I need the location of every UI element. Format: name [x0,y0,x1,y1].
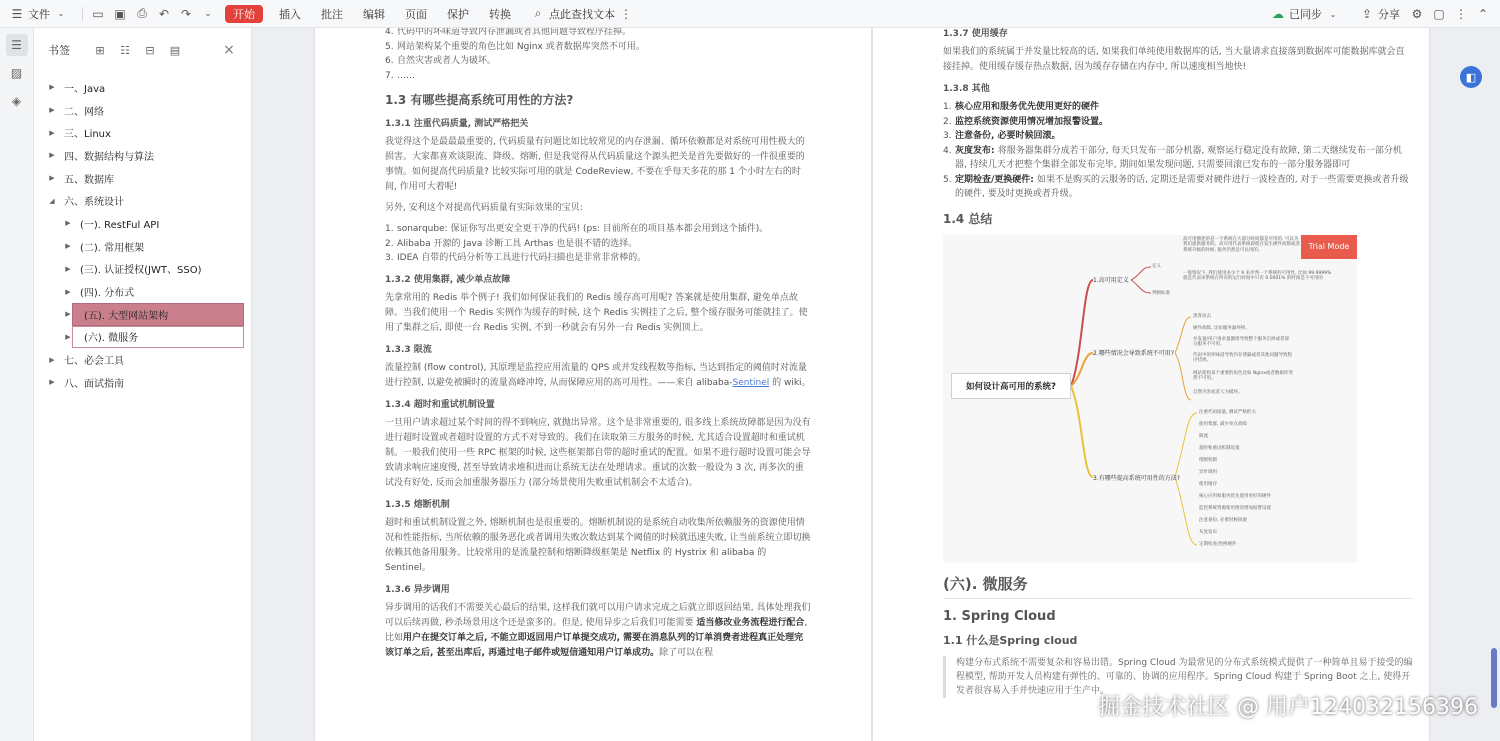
list-item: 1. sonarqube: 保证你写出更安全更干净的代码! (ps: 目前所在的项目基本都会用到这个插件)。 [385,224,769,234]
tab-start[interactable]: 开始 [225,5,263,23]
mindmap-leaf: 判断标准 [1152,290,1170,296]
mindmap-leaf: 网站架构某个重要的角色比如 Nginx或者数据库突然不可用。 [1193,370,1293,381]
sentinel-link[interactable]: Sentinel [732,377,770,388]
paragraph: 先拿常用的 Redis 举个例子! 我们如何保证我们的 Redis 缓存高可用呢? 答案就是使用集群, 避免单点故障。当我们使用一个 Redis 实例作为缓存的时候, 这个 Redis 实例挂了之后, 整个缓存服务可能就挂了。使用了集群之后, 即使一台 Redis 实例, 不到一秒就会有另外一台 Redis 实例顶上。 [385,292,808,333]
paragraph: 流量控制 (flow control), 其原理是监控应用流量的 QPS 或并发线程数等指标, 当达到指定的阈值时对流量进行控制, 以避免被瞬时的流量高峰冲垮, 从而保障应用的高可用性。——来自 alibaba-Sentinel 的 wiki。 [385,362,811,388]
section-heading: 1.4 总结 [943,211,993,226]
list-item: 4. 灰度发布: 将服务器集群分成若干部分, 每天只发布一部分机器, 观察运行稳定没有故障, 第二天继续发布一部分机器, 持续几天才把整个集群全部发布完毕, 期间如果发现问题, 只需要回滚已发布的一部分服务器即可 [943,145,1402,170]
mindmap-leaf: 监控系统资源使用情况增加报警设置 [1199,505,1271,511]
mindmap-leaf: 黑客攻击 [1193,313,1211,319]
undo-icon[interactable]: ↶ [158,6,170,21]
tree-node[interactable]: ▶ 八、面试指南 [34,371,252,394]
cloud-icon: ☁ [1272,7,1284,21]
mindmap-leaf: 灰度发布 [1199,529,1217,535]
paragraph: 异步调用的话我们不需要关心最后的结果, 这样我们就可以用户请求完成之后就立即返回结果, 具体处理我们可以后续再做, 秒杀场景用这个还是蛮多的。但是, 使用异步之后我们可能需要 适当修改业务流程进行配合, 比如用户在提交订单之后, 不能立即返回用户订单提交成功, 需要在消息队列的订单消费者进程真正处理完该订单之后, 甚至出库后, 再通过电子邮件或短信通知用户订单成功。除了可以在程 [385,602,811,658]
paragraph: 我觉得这个是最最最重要的, 代码质量有问题比如比较常见的内存泄漏、循环依赖都是对系统可用性极大的损害。大家都喜欢谈限流、降级、熔断, 但是我觉得从代码质量这个源头把关是首先要做好的一件很重要的事情。如何提高代码质量? 比较实际可用的就是 CodeReview, 不要在乎每天多花的那 1 个小时左右的时间, 作用可大着呢! [385,137,805,192]
add-bookmark-icon[interactable]: ⊞ [95,43,105,57]
expand-arrow-icon[interactable]: ▶ [65,310,71,319]
mindmap-leaf: 超时和重试机制设置 [1199,445,1240,451]
chevron-down-icon: ⌄ [57,9,65,18]
subsection-heading: 1.3.1 注重代码质量, 测试严格把关 [385,119,529,129]
page-content [385,28,811,667]
tab-page[interactable]: 页面 [405,7,427,21]
mindmap-branch: 3.有哪些提高系统可用性的方法? [1093,474,1180,482]
subsection-heading: 1.3.7 使用缓存 [943,29,1008,39]
mindmap-leaf: 一般情况下, 我们使用多少个 9 来评判一个系统的可用性, 比如 99.9999% 就是代表该系统在所有的运行时间中只有 0.0001% 的时间是不可用的 [1183,270,1332,281]
paragraph: 一旦用户请求超过某个时间的得不到响应, 就抛出异常。这个是非常重要的, 很多线上系统故障都是因为没有进行超时设置或者超时设置的方式不对导致的。我们在读取第三方服务的时候, 尤其适合设置超时和重试机制。一般我们使用一些 RPC 框架的时候, 这些框架都自带的超时重试的配置。如果不进行超时设置可能会导致请求响应速度慢, 甚至导致请求堆积进而让系统无法在处理请求。重试的次数一般设为 3 次, 再多次的重试没有好处, 反而会加重服务器压力 (部分场景使用失败重试机制会不太适合)。 [385,417,811,488]
comment-icon[interactable]: ▢ [1433,7,1445,21]
subsection-heading: 1.3.2 使用集群, 减少单点故障 [385,274,511,285]
bookmark-settings-icon[interactable]: ▤ [169,43,181,57]
mindmap-leaf: 使用缓存 [1199,481,1217,487]
tree-node-selected[interactable]: ▶ (五). 大型网站架构 [34,303,252,326]
mindmap-leaf: 自然灾害或者人为破坏。 [1193,389,1243,395]
subsection-heading: 1.3.3 限流 [385,344,432,355]
tree-node[interactable]: ▶ 三、Linux [34,121,252,144]
mindmap-leaf: 使用集群, 减少单点故障 [1199,421,1247,427]
mindmap-leaf: 代码中的坏味道导致内存泄漏或者其他问题导致程序挂掉。 [1193,352,1292,363]
chevron-down-icon: ⌄ [1329,9,1337,19]
expand-arrow-icon[interactable]: ▶ [65,287,71,296]
list-item: 6. 自然灾害或者人为破坏。 [385,56,497,66]
section-heading: 1.3 有哪些提高系统可用性的方法? [385,93,574,107]
collapse-arrow-icon[interactable]: ◢ [49,196,55,205]
mindmap-root: 如何设计高可用的系统? [951,373,1071,399]
bookmark-tree [34,76,252,394]
subsection-heading: 1.3.4 超时和重试机制设置 [385,399,495,410]
tab-protect[interactable]: 保护 [447,7,469,21]
section-heading: 1. Spring Cloud [943,608,1056,624]
subsection-heading: 1.3.8 其他 [943,84,990,94]
save-icon[interactable]: ▣ [114,6,126,21]
open-folder-icon[interactable]: ▭ [92,6,104,21]
mindmap-leaf: 定期检查/更换硬件 [1199,541,1237,547]
mindmap-leaf: 异步调用 [1199,469,1217,475]
document-area[interactable] [253,28,1500,741]
page-content [943,28,1413,698]
subsection-heading: 1.3.6 异步调用 [385,584,450,595]
left-rail [0,28,34,741]
expand-arrow-icon[interactable]: ▶ [49,106,55,115]
more-icon[interactable]: ⋮ [1455,7,1467,21]
chapter-heading: (六). 微服务 [943,573,1413,599]
more-vertical-icon[interactable]: ⋮ [620,6,632,21]
mindmap-lines [943,235,1357,563]
trial-mode-badge: Trial Mode [1301,235,1357,259]
tab-comment[interactable]: 批注 [321,7,343,21]
list-item: 5. 网站架构某个重要的角色比如 Nginx 或者数据库突然不可用。 [385,41,645,52]
expand-arrow-icon[interactable]: ▶ [49,174,55,183]
expand-arrow-icon[interactable]: ▶ [49,83,55,92]
list-item: 7. …… [385,70,415,81]
search-box[interactable]: ⌕ 点此查找文本 ⋮ [521,0,643,28]
tree-node[interactable]: ▶ (二). 常用框架 [34,235,252,258]
redo-icon[interactable]: ↷ [180,6,192,21]
list-item: 1. 核心应用和服务优先使用更好的硬件 [943,102,1100,112]
mindmap-leaf: 硬件故障, 比如服务器坏掉。 [1193,325,1250,331]
menu-icon: ☰ [11,6,23,21]
mindmap-leaf: 核心应用和服务优先使用更好的硬件 [1199,493,1271,499]
list-item: 2. Alibaba 开源的 Java 诊断工具 Arthas 也是很不错的选择。 [385,238,638,249]
list-item: 4. 代码中的坏味道导致内存泄漏或者其他问题导致程序挂掉。 [385,28,632,37]
mindmap-leaf: 高可用描述的是一个系统在大部分时间都是可用的, 可以为我们提供服务的。高可用代表系统即使在发生硬件故障或者系统升级的时候, 服务仍然是可以用的。 [1183,236,1300,253]
tree-node[interactable]: ◢ 六、系统设计 [34,189,252,212]
tag-icon[interactable]: ◈ [11,94,22,108]
quote-block: 构建分布式系统不需要复杂和容易出错。Spring Cloud 为最常见的分布式系统模式提供了一种简单且易于接受的编程模型, 帮助开发人员构建有弹性的、可靠的、协调的应用程序。Spring Cloud 构建于 Spring Boot 之上, 使得开发者很容易入手并快速应用于生产中。 [943,656,1413,698]
close-icon[interactable]: × [223,42,235,58]
tree-node[interactable]: ▶ 五、数据库 [34,167,252,190]
expand-arrow-icon[interactable]: ▶ [65,332,71,341]
panel-title: 书签 [48,44,70,57]
tree-node[interactable]: ▶ 四、数据结构与算法 [34,144,252,167]
top-toolbar [0,0,1500,28]
sync-status[interactable]: ☁ 已同步 ⌄ [1261,0,1350,28]
collapse-icon[interactable]: ⌃ [1477,7,1489,21]
mindmap-branch: 1.高可用定义 [1093,276,1129,284]
list-item: 5. 定期检查/更换硬件: 如果不是购买的云服务的话, 定期还是需要对硬件进行一波检查的, 对于一些需要更换或者升级的硬件, 要及时更换或者升级。 [943,174,1409,199]
share-button[interactable]: ⇪ 分享 [1350,0,1406,28]
expand-arrow-icon[interactable]: ▶ [49,151,55,160]
bookmark-panel-icon[interactable]: ☰ [6,34,28,56]
collapse-all-icon[interactable]: ⊟ [145,43,155,57]
watermark: 掘金技术社区 @ 用户124032156396 [1098,695,1478,720]
document-page-right [873,28,1429,741]
mindmap-leaf: 注意备份, 必要时候回滚 [1199,517,1247,523]
panel-header [34,28,251,72]
subsection-heading: 1.3.5 熔断机制 [385,499,450,510]
divider [82,7,83,21]
expand-arrow-icon[interactable]: ▶ [49,378,55,387]
mindmap-branch: 2.哪些情况会导致系统不可用? [1093,349,1174,357]
vertical-scrollbar[interactable] [1491,648,1497,708]
tree-node[interactable]: ▶ (四). 分布式 [34,280,252,303]
tree-node[interactable]: ▶ 七、必会工具 [34,348,252,371]
share-icon: ⇪ [1361,7,1373,21]
expand-all-icon[interactable]: ☷ [120,43,130,57]
tab-edit[interactable]: 编辑 [363,7,385,21]
paragraph: 另外, 安利这个对提高代码质量有实际效果的宝贝: [385,203,583,213]
more-icon[interactable]: ⌄ [204,8,212,19]
mindmap-image [943,235,1357,563]
subsection-heading: 1.1 什么是Spring cloud [943,633,1078,647]
paragraph: 超时和重试机制设置之外, 熔断机制也是很重要的。熔断机制说的是系统自动收集所依赖服务的资源使用情况和性能指标, 当所依赖的服务恶化或者调用失败次数达到某个阈值的时候就迅速失败, 让当前系统立即切换依赖其他备用服务。比较常用的是流量控制和熔断降级框架是 Netflix 的 Hystrix 和 alibaba 的 Sentinel。 [385,517,811,573]
tab-convert[interactable]: 转换 [489,7,511,21]
file-menu[interactable]: ☰ 文件 ⌄ [0,0,78,28]
bookmark-panel [34,28,252,741]
tab-insert[interactable]: 插入 [279,7,301,21]
list-item: 2. 监控系统资源使用情况增加报警设置。 [943,116,1109,127]
image-icon[interactable]: ▨ [10,66,23,80]
document-page-left [315,28,871,741]
mindmap-leaf: 限流 [1199,433,1208,439]
mindmap-leaf: 定义 [1152,263,1161,269]
list-item: 3. 注意备份, 必要时候回滚。 [943,131,1061,141]
expand-arrow-icon[interactable]: ▶ [49,128,55,137]
tree-node[interactable]: ▶ (一). RestFul API [34,212,252,235]
search-icon: ⌕ [534,6,542,20]
list-item: 3. IDEA 自带的代码分析等工具进行代码扫描也是非常非常棒的。 [385,253,647,263]
tree-node[interactable]: ▶ 二、网络 [34,99,252,122]
expand-arrow-icon[interactable]: ▶ [49,355,55,364]
print-icon[interactable]: ⎙ [137,6,147,20]
tree-node-hover[interactable]: ▶ (六). 微服务 [34,326,252,349]
settings-icon[interactable]: ⚙ [1411,7,1423,21]
tree-node[interactable]: ▶ 一、Java [34,76,252,99]
expand-arrow-icon[interactable]: ▶ [65,264,71,273]
expand-arrow-icon[interactable]: ▶ [65,219,71,228]
assistant-float-button[interactable]: ◧ [1460,66,1482,88]
mindmap-leaf: 注重代码质量, 测试严格把关 [1199,409,1256,415]
mindmap-leaf: 熔断机制 [1199,457,1217,463]
paragraph: 如果我们的系统属于并发量比较高的话, 如果我们单纯使用数据库的话, 当大量请求直接落到数据库可能数据库就会直接挂掉。使用缓存缓存热点数据, 因为缓存存储在内存中, 所以速度相当地快! [943,47,1405,72]
tree-node[interactable]: ▶ (三). 认证授权(JWT、SSO) [34,258,252,281]
expand-arrow-icon[interactable]: ▶ [65,242,71,251]
mindmap-leaf: 并发量/用户请求量激增导致整个服务宕掉或者部分服务不可用。 [1193,336,1290,347]
